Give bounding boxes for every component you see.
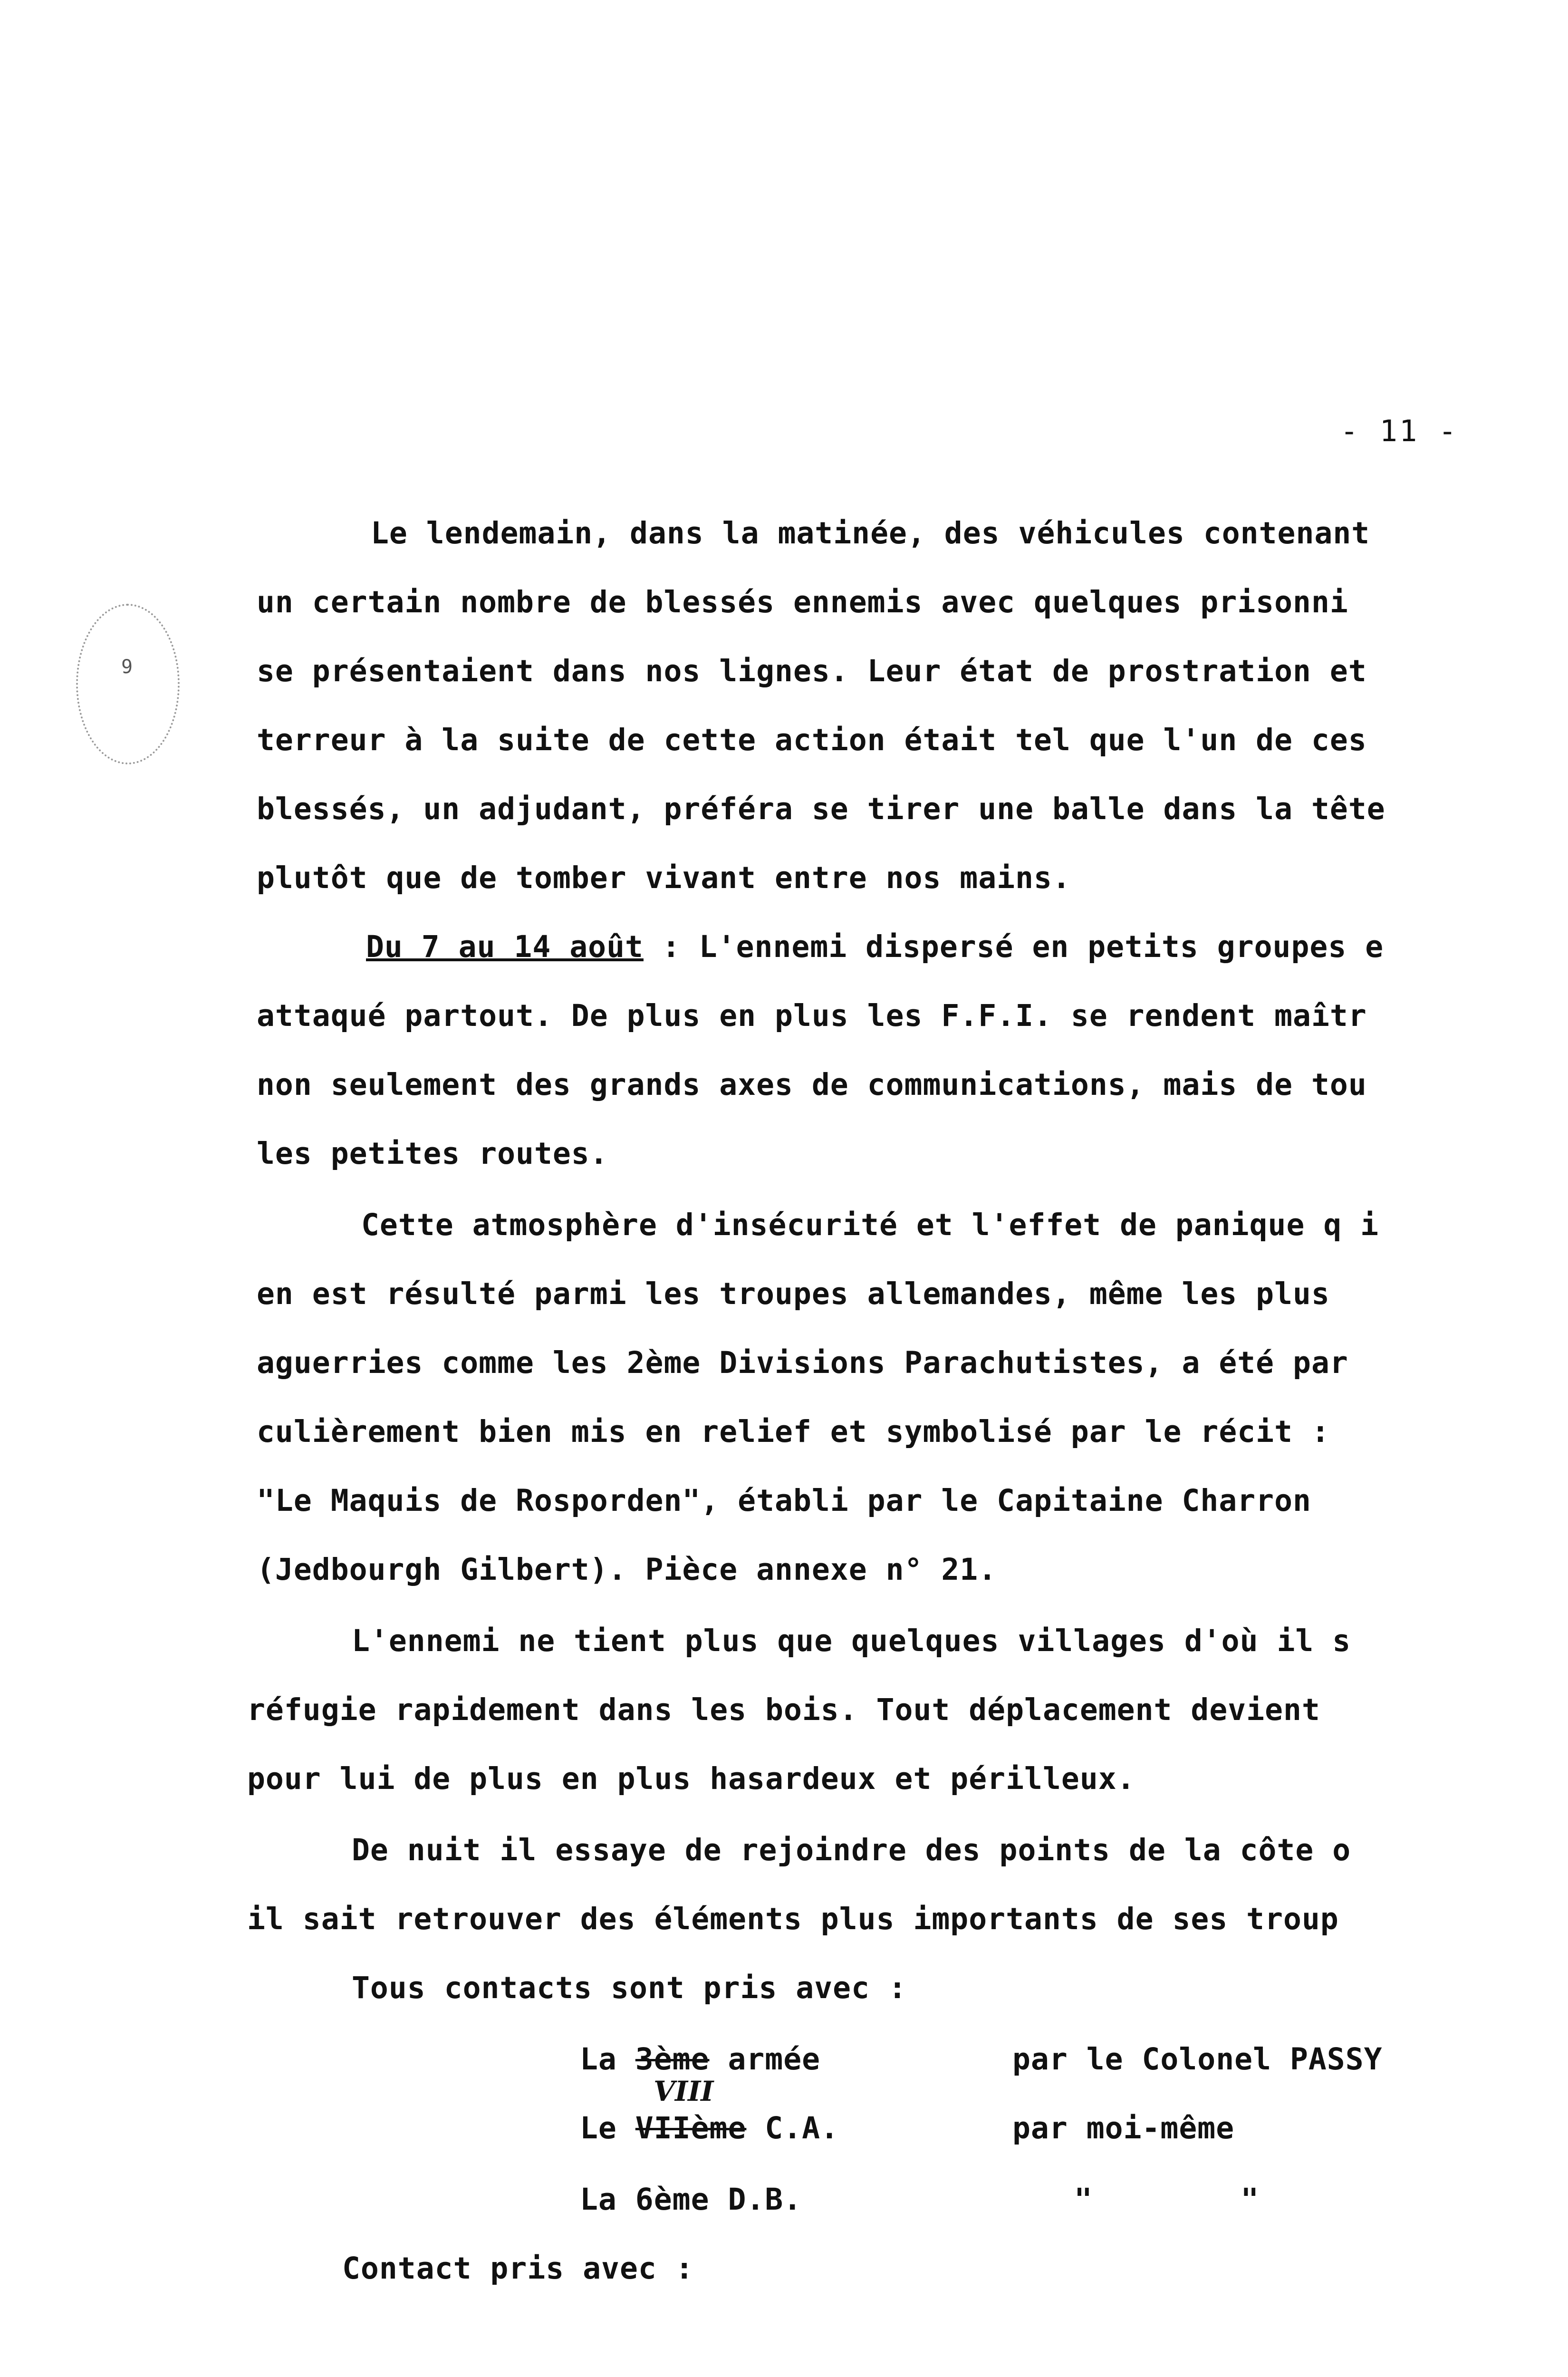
hole-punch-mark xyxy=(76,604,180,764)
text-line: aguerries comme les 2ème Divisions Parachutistes, a été par xyxy=(257,1345,1348,1380)
text-line: Cette atmosphère d'insécurité et l'effet de panique q i xyxy=(361,1208,1379,1242)
unit-suffix: armée xyxy=(709,2042,821,2077)
text-line: Le lendemain, dans la matinée, des véhicules contenant xyxy=(371,516,1370,551)
text-line: se présentaient dans nos lignes. Leur état de prostration et xyxy=(257,654,1367,688)
contact-unit xyxy=(580,2042,820,2077)
text-line: "Le Maquis de Rosporden", établi par le Capitaine Charron xyxy=(257,1483,1311,1518)
contact-by: par le Colonel PASSY xyxy=(1012,2042,1383,2077)
unit-prefix: La xyxy=(580,2182,635,2217)
contact-unit xyxy=(580,2182,802,2217)
text-segment: : L'ennemi dispersé en petits groupes e xyxy=(643,929,1384,964)
text-line: attaqué partout. De plus en plus les F.F.I. se rendent maîtr xyxy=(257,998,1367,1033)
text-line: (Jedbourgh Gilbert). Pièce annexe n° 21. xyxy=(257,1552,997,1587)
text-line: pour lui de plus en plus hasardeux et périlleux. xyxy=(247,1761,1135,1796)
unit-suffix: 6ème D.B. xyxy=(635,2182,802,2217)
unit-prefix: Le xyxy=(580,2111,635,2145)
section-date-heading: Du 7 au 14 août xyxy=(366,929,644,964)
struck-text: 3ème xyxy=(635,2042,710,2077)
page-number: - 11 - xyxy=(1340,414,1458,448)
text-line: non seulement des grands axes de communications, mais de tou xyxy=(257,1067,1367,1102)
text-line: De nuit il essaye de rejoindre des points de la côte o xyxy=(352,1833,1351,1867)
text-line: plutôt que de tomber vivant entre nos mains. xyxy=(257,860,1071,895)
handwritten-correction: VIII xyxy=(654,2075,714,2107)
text-line xyxy=(366,929,1384,964)
text-line: il sait retrouver des éléments plus importants de ses troup xyxy=(247,1902,1339,1936)
struck-text: VIIème xyxy=(635,2111,747,2145)
text-line: terreur à la suite de cette action était tel que l'un de ces xyxy=(257,723,1367,757)
text-line: L'ennemi ne tient plus que quelques villages d'où il s xyxy=(352,1623,1351,1658)
text-line: un certain nombre de blessés ennemis avec quelques prisonni xyxy=(257,585,1348,619)
text-line: culièrement bien mis en relief et symbolisé par le récit : xyxy=(257,1414,1330,1449)
unit-prefix: La xyxy=(580,2042,635,2077)
contact-by: par moi-même xyxy=(1012,2111,1235,2145)
text-line: blessés, un adjudant, préféra se tirer une balle dans la tête xyxy=(257,792,1385,826)
text-line: les petites routes. xyxy=(257,1136,608,1171)
margin-mark: 9 xyxy=(121,656,133,678)
text-line: en est résulté parmi les troupes allemandes, même les plus xyxy=(257,1276,1330,1311)
contact-pris: Contact pris avec : xyxy=(342,2251,694,2286)
unit-suffix: C.A. xyxy=(746,2111,839,2145)
contacts-intro: Tous contacts sont pris avec : xyxy=(352,1971,907,2005)
text-line: réfugie rapidement dans les bois. Tout déplacement devient xyxy=(247,1692,1320,1727)
contact-by-ditto: " " xyxy=(1074,2182,1260,2217)
contact-unit xyxy=(580,2111,839,2145)
